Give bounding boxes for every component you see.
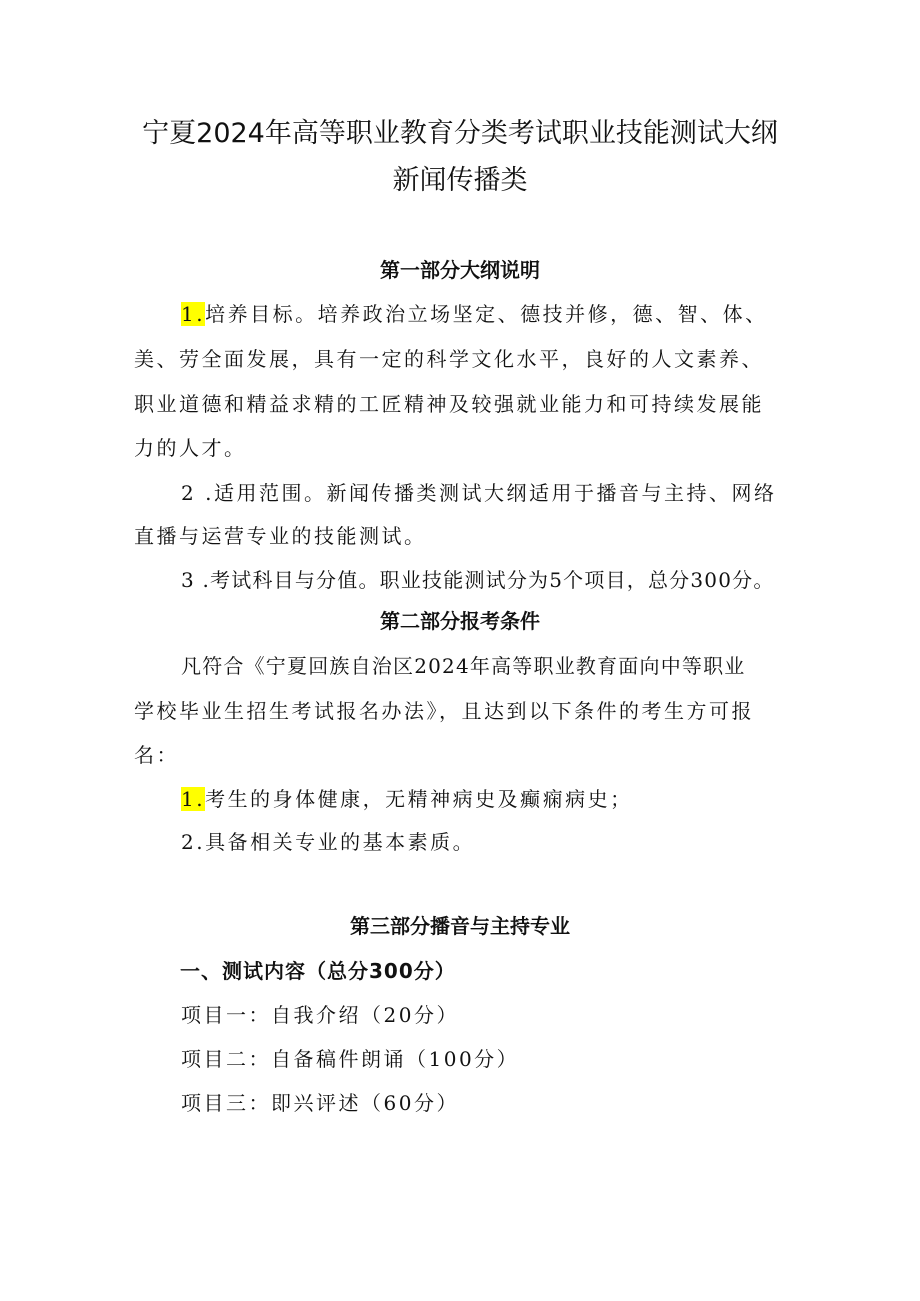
part1-paragraph3-line1: 3 .考试科目与分值。职业技能测试分为5个项目，总分300分。 [181, 568, 775, 592]
part1-paragraph1-line4: 力的人才。 [134, 436, 247, 460]
part3-section1-heading: 一、测试内容（总分300分） [180, 959, 456, 983]
part1-paragraph2-line1: 2 .适用范围。新闻传播类测试大纲适用于播音与主持、网络 [181, 481, 777, 505]
part1-heading: 第一部分大纲说明 [380, 258, 540, 282]
highlight-marker-2: 1. [181, 787, 206, 811]
part2-paragraph1-line1: 凡符合《宁夏回族自治区2024年高等职业教育面向中等职业 [181, 654, 746, 678]
part3-item1: 项目一：自我介绍（20分） [181, 1003, 459, 1027]
part3-item2: 项目二：自备稿件朗诵（100分） [181, 1047, 520, 1071]
document-title-line1: 宁夏2024年高等职业教育分类考试职业技能测试大纲 [142, 118, 778, 149]
part3-item3: 项目三：即兴评述（60分） [181, 1091, 459, 1115]
highlight-marker-1: 1. [181, 302, 206, 326]
part2-paragraph1-line3: 名： [134, 743, 179, 767]
part2-paragraph1-line2: 学校毕业生招生考试报名办法》，且达到以下条件的考生方可报 [134, 699, 754, 723]
part1-paragraph1-line2: 美、劳全面发展，具有一定的科学文化水平，良好的人文素养、 [134, 347, 764, 371]
part1-paragraph1-line3: 职业道德和精益求精的工匠精神及较强就业能力和可持续发展能 [134, 392, 764, 416]
document-title-line2: 新闻传播类 [392, 165, 528, 196]
part2-condition1 [181, 785, 633, 813]
part1-paragraph2-line2: 直播与运营专业的技能测试。 [134, 524, 427, 548]
part2-condition1-text: 考生的身体健康，无精神病史及癫痫病史； [205, 787, 633, 811]
part1-paragraph1-line1 [181, 300, 768, 328]
part2-condition2: 2.具备相关专业的基本素质。 [181, 830, 476, 854]
part3-heading: 第三部分播音与主持专业 [350, 914, 570, 938]
part2-heading: 第二部分报考条件 [380, 609, 540, 633]
part1-paragraph1-text: 培养目标。培养政治立场坚定、德技并修，德、智、体、 [205, 302, 768, 326]
